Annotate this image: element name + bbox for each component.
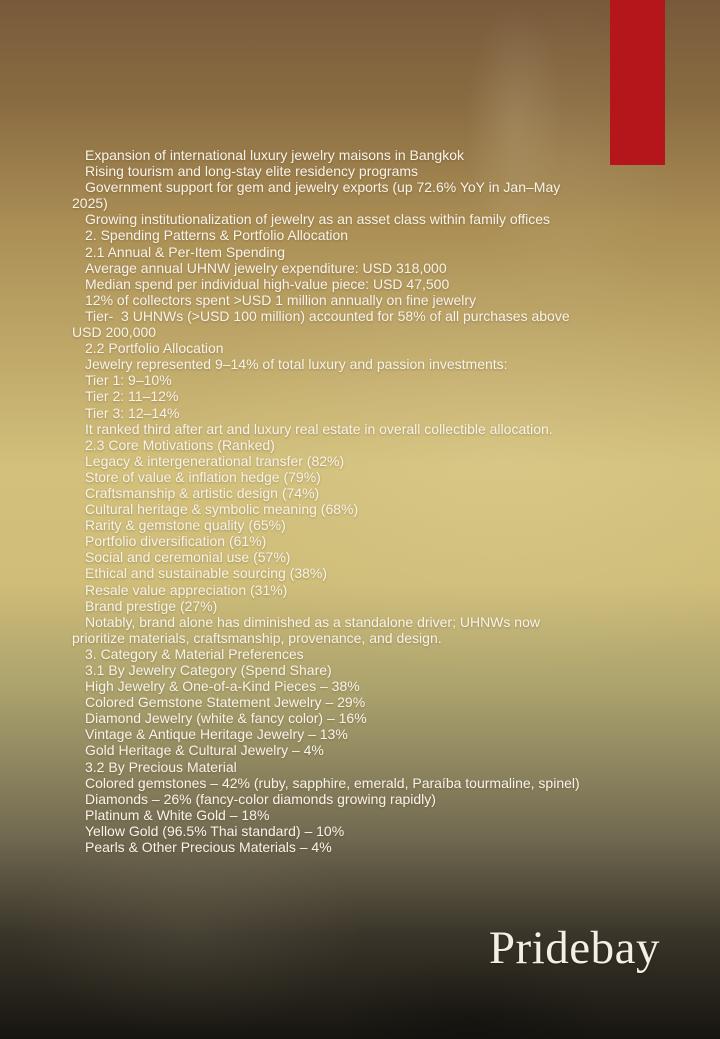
text-line: It ranked third after art and luxury real estate in overall collectible allocation. xyxy=(85,420,553,437)
text-line: Notably, brand alone has diminished as a standalone driver; UHNWs now xyxy=(85,613,540,630)
text-line: Government support for gem and jewelry exports (up 72.6% YoY in Jan–May xyxy=(85,179,561,196)
text-line: USD 200,000 xyxy=(72,324,157,341)
text-line: Social and ceremonial use (57%) xyxy=(85,549,291,566)
text-line: 3.2 By Precious Material xyxy=(85,758,237,775)
text-line: Platinum & White Gold – 18% xyxy=(85,806,270,823)
text-line: 2.2 Portfolio Allocation xyxy=(85,340,224,357)
text-line: Vintage & Antique Heritage Jewelry – 13% xyxy=(85,726,348,743)
text-line: Growing institutionalization of jewelry as an asset class within family offices xyxy=(85,211,551,228)
text-line: 2.3 Core Motivations (Ranked) xyxy=(85,436,275,453)
text-line: Brand prestige (27%) xyxy=(85,597,218,614)
text-line: Tier 1: 9–10% xyxy=(85,372,172,389)
text-line: Cultural heritage & symbolic meaning (68%) xyxy=(85,501,359,518)
text-line: 3.1 By Jewelry Category (Spend Share) xyxy=(85,662,332,678)
text-line: Rarity & gemstone quality (65%) xyxy=(85,517,286,534)
text-line: Average annual UHNW jewelry expenditure: USD 318,000 xyxy=(85,259,447,276)
text-line: Tier- 3 UHNWs (>USD 100 million) accounted for 58% of all purchases above xyxy=(85,307,570,324)
text-line: Tier 2: 11–12% xyxy=(85,388,179,405)
text-line: Expansion of international luxury jewelry maisons in Bangkok xyxy=(85,147,464,163)
text-line: Legacy & intergenerational transfer (82%) xyxy=(85,452,345,469)
text-line: prioritize materials, craftsmanship, provenance, and design. xyxy=(72,629,442,646)
text-line: High Jewelry & One-of-a-Kind Pieces – 38% xyxy=(85,678,360,695)
text-line: Ethical and sustainable sourcing (38%) xyxy=(85,565,328,582)
text-line: Craftsmanship & artistic design (74%) xyxy=(85,484,320,501)
text-line: Jewelry represented 9–14% of total luxury and passion investments: xyxy=(85,356,508,373)
text-line: Colored Gemstone Statement Jewelry – 29% xyxy=(85,694,366,711)
text-line: 3. Category & Material Preferences xyxy=(85,645,304,662)
text-line: Median spend per individual high-value piece: USD 47,500 xyxy=(85,275,450,292)
text-line: Diamonds – 26% (fancy-color diamonds growing rapidly) xyxy=(85,790,436,807)
text-line: Diamond Jewelry (white & fancy color) – 16% xyxy=(85,710,367,727)
text-line: Resale value appreciation (31%) xyxy=(85,581,288,598)
text-line: Yellow Gold (96.5% Thai standard) – 10% xyxy=(85,822,345,839)
text-line: 2025) xyxy=(72,195,108,212)
text-line: Pearls & Other Precious Materials – 4% xyxy=(85,839,332,856)
red-accent-bar xyxy=(610,0,665,165)
text-line: Tier 3: 12–14% xyxy=(85,404,180,421)
text-line: 2. Spending Patterns & Portfolio Allocation xyxy=(85,227,349,244)
text-line: Portfolio diversification (61%) xyxy=(85,533,267,550)
text-line: 12% of collectors spent >USD 1 million annually on fine jewelry xyxy=(85,291,477,308)
pridebay-logo: Pridebay xyxy=(488,922,660,974)
body-text xyxy=(72,147,662,855)
text-line: Rising tourism and long-stay elite residency programs xyxy=(85,163,419,180)
text-line: Gold Heritage & Cultural Jewelry – 4% xyxy=(85,742,324,759)
text-line: Colored gemstones – 42% (ruby, sapphire, emerald, Paraíba tourmaline, spinel) xyxy=(85,774,580,791)
text-line: Store of value & inflation hedge (79%) xyxy=(85,468,321,485)
text-line: 2.1 Annual & Per-Item Spending xyxy=(85,243,286,260)
